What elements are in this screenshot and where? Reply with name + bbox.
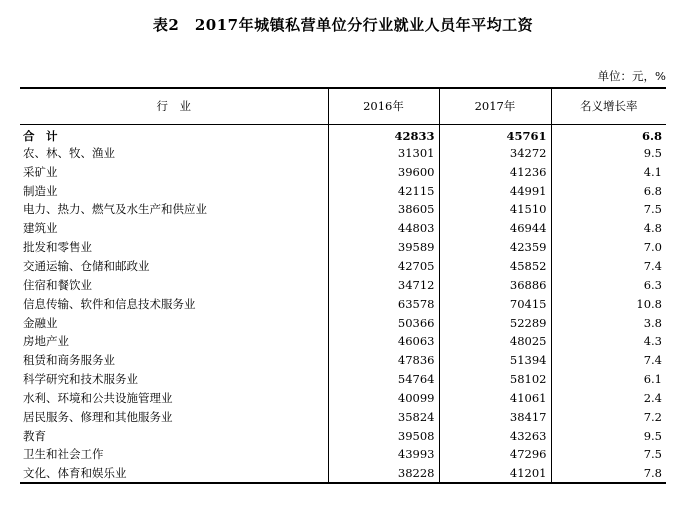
table-row (20, 144, 666, 163)
value-2016-cell: 39508 (328, 426, 439, 445)
industry-cell: 住宿和餐饮业 (23, 277, 92, 292)
industry-cell: 文化、体育和娱乐业 (20, 464, 328, 483)
value-2017-cell: 46944 (439, 219, 551, 238)
value-2017-cell: 41201 (439, 464, 551, 483)
table-row (20, 162, 666, 181)
value-2017-cell: 45761 (439, 124, 551, 144)
value-2017-cell: 41236 (439, 162, 551, 181)
industry-cell: 电力、热力、燃气及水生产和供应业 (23, 202, 207, 217)
value-2017-cell: 51394 (439, 351, 551, 370)
table-row (20, 275, 666, 294)
table-row (20, 200, 666, 219)
table-row (20, 445, 666, 464)
value-2016-cell: 46063 (328, 332, 439, 351)
table-row (20, 464, 666, 483)
growth-rate-cell: 7.4 (551, 257, 666, 276)
header-industry: 行 业 (20, 88, 328, 124)
unit-note: 单位：元，% (597, 69, 666, 83)
header-row (20, 88, 666, 124)
table-row (20, 332, 666, 351)
value-2017-cell: 41061 (439, 388, 551, 407)
growth-rate-cell: 6.3 (551, 275, 666, 294)
growth-rate-cell: 4.3 (551, 332, 666, 351)
value-2016-cell: 40099 (328, 388, 439, 407)
industry-cell: 采矿业 (23, 164, 58, 179)
growth-rate-cell: 3.8 (551, 313, 666, 332)
value-2016-cell: 42115 (328, 181, 439, 200)
value-2016-cell: 43993 (328, 445, 439, 464)
table-title: 表2 2017年城镇私营单位分行业就业人员年平均工资 (152, 16, 534, 34)
growth-rate-cell: 10.8 (551, 294, 666, 313)
growth-rate-cell: 9.5 (551, 426, 666, 445)
industry-cell: 制造业 (23, 183, 58, 198)
table-row (20, 257, 666, 276)
value-2016-cell: 42833 (328, 124, 439, 144)
industry-cell: 房地产业 (23, 334, 69, 349)
growth-rate-cell: 7.5 (551, 200, 666, 219)
value-2016-cell: 42705 (328, 257, 439, 276)
industry-cell: 教育 (23, 428, 46, 443)
table-row (20, 313, 666, 332)
growth-rate-cell: 7.5 (551, 445, 666, 464)
table-row (20, 388, 666, 407)
table-row (20, 181, 666, 200)
value-2016-cell: 34712 (328, 275, 439, 294)
industry-cell: 合 计 (23, 128, 58, 143)
value-2017-cell: 42359 (439, 238, 551, 257)
value-2016-cell: 35824 (328, 407, 439, 426)
salary-table (20, 87, 666, 484)
header-growth-rate: 名义增长率 (551, 88, 666, 124)
growth-rate-cell: 9.5 (551, 144, 666, 163)
industry-cell: 建筑业 (23, 221, 58, 236)
industry-cell: 水利、环境和公共设施管理业 (23, 390, 173, 405)
value-2017-cell: 58102 (439, 370, 551, 389)
growth-rate-cell: 7.2 (551, 407, 666, 426)
total-row (20, 124, 666, 144)
value-2016-cell: 47836 (328, 351, 439, 370)
table-row (20, 426, 666, 445)
value-2016-cell: 39589 (328, 238, 439, 257)
table-row (20, 238, 666, 257)
growth-rate-cell: 6.8 (551, 124, 666, 144)
value-2017-cell: 47296 (439, 445, 551, 464)
growth-rate-cell: 2.4 (551, 388, 666, 407)
growth-rate-cell: 6.1 (551, 370, 666, 389)
value-2017-cell: 44991 (439, 181, 551, 200)
header-2017: 2017年 (439, 88, 551, 124)
header-2016: 2016年 (328, 88, 439, 124)
industry-cell: 租赁和商务服务业 (23, 353, 115, 368)
industry-cell: 批发和零售业 (23, 240, 92, 255)
table-row (20, 407, 666, 426)
table-row (20, 219, 666, 238)
value-2016-cell: 38605 (328, 200, 439, 219)
value-2016-cell: 44803 (328, 219, 439, 238)
value-2017-cell: 48025 (439, 332, 551, 351)
value-2017-cell: 52289 (439, 313, 551, 332)
industry-cell: 金融业 (23, 315, 58, 330)
growth-rate-cell: 7.0 (551, 238, 666, 257)
growth-rate-cell: 7.4 (551, 351, 666, 370)
table-row (20, 351, 666, 370)
value-2016-cell: 31301 (328, 144, 439, 163)
value-2017-cell: 70415 (439, 294, 551, 313)
value-2017-cell: 38417 (439, 407, 551, 426)
value-2016-cell: 63578 (328, 294, 439, 313)
table-row (20, 370, 666, 389)
industry-cell: 交通运输、仓储和邮政业 (23, 258, 150, 273)
value-2017-cell: 45852 (439, 257, 551, 276)
growth-rate-cell: 6.8 (551, 181, 666, 200)
value-2016-cell: 50366 (328, 313, 439, 332)
industry-cell: 农、林、牧、渔业 (23, 145, 115, 160)
industry-cell: 信息传输、软件和信息技术服务业 (23, 296, 196, 311)
value-2016-cell: 39600 (328, 162, 439, 181)
industry-cell: 卫生和社会工作 (23, 447, 104, 462)
growth-rate-cell: 4.1 (551, 162, 666, 181)
growth-rate-cell: 4.8 (551, 219, 666, 238)
growth-rate-cell: 7.8 (551, 464, 666, 483)
value-2017-cell: 34272 (439, 144, 551, 163)
value-2016-cell: 54764 (328, 370, 439, 389)
value-2016-cell: 38228 (328, 464, 439, 483)
value-2017-cell: 43263 (439, 426, 551, 445)
industry-cell: 居民服务、修理和其他服务业 (23, 409, 173, 424)
table-row (20, 294, 666, 313)
value-2017-cell: 41510 (439, 200, 551, 219)
industry-cell: 科学研究和技术服务业 (23, 372, 138, 387)
value-2017-cell: 36886 (439, 275, 551, 294)
